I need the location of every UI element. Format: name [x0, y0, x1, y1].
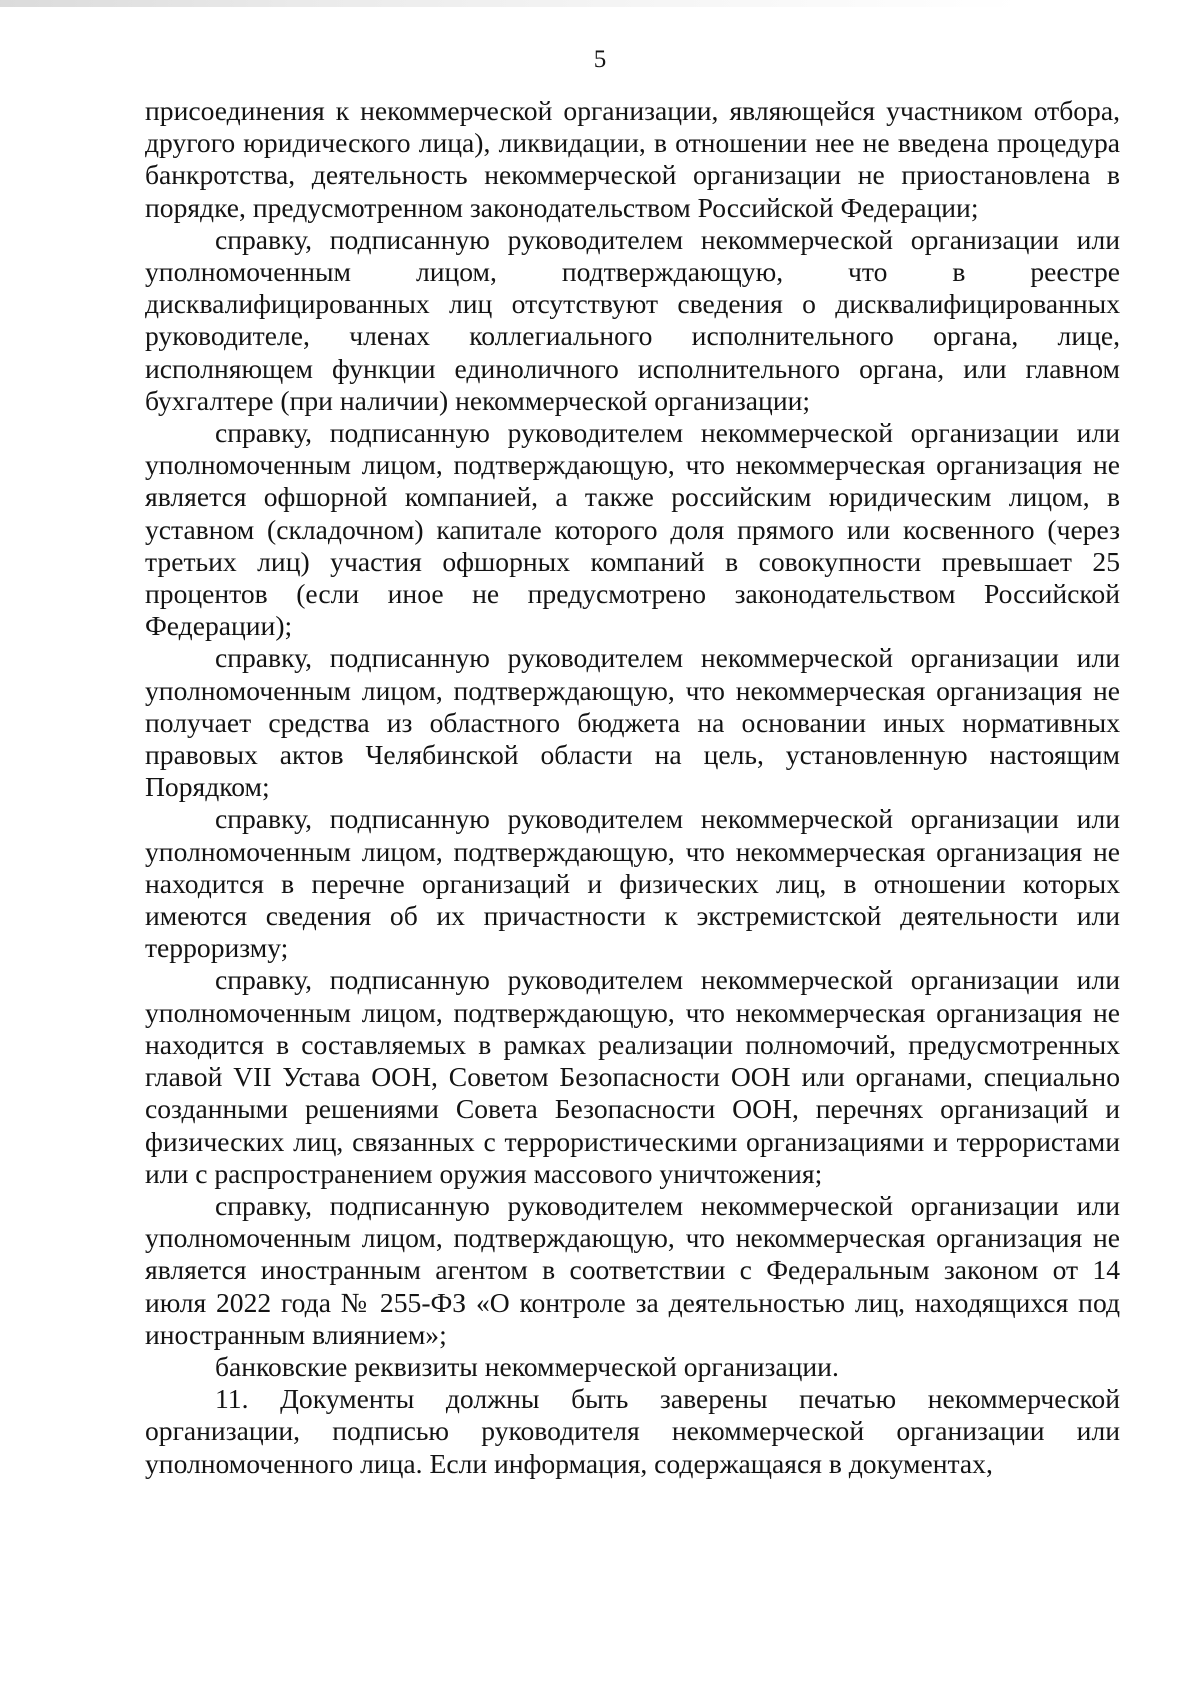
paragraph-foreign-agent: справку, подписанную руководителем некоммерческой организации или уполномоченным лицом, подтверждающую, что некоммерческая организация не является иностранным агентом в соответствии с Федеральным законом от 14 июля 2022 года № 255-ФЗ «О контроле за деятельностью лиц, находящихся под иностранным влиянием»; [145, 1189, 1120, 1350]
paragraph-regional-budget: справку, подписанную руководителем некоммерческой организации или уполномоченным лицом, подтверждающую, что некоммерческая организация не получает средства из областного бюджета на основании иных нормативных правовых актов Челябинской области на цель, установленную настоящим Порядком; [145, 642, 1120, 803]
paragraph-un-lists: справку, подписанную руководителем некоммерческой организации или уполномоченным лицом, подтверждающую, что некоммерческая организация не находится в составляемых в рамках реализации полномочий, предусмотренных главой VII Устава ООН, Советом Безопасности ООН или органами, специально созданными решениями Совета Безопасности ООН, перечнях организаций и физических лиц, связанных с террористическими организациями и террористами или с распространением оружия массового уничтожения; [145, 964, 1120, 1189]
scan-edge [0, 0, 1200, 7]
paragraph-section-11: 11. Документы должны быть заверены печатью некоммерческой организации, подписью руководителя некоммерческой организации или уполномоченного лица. Если информация, содержащаяся в документах, [145, 1383, 1120, 1479]
paragraph-continuation: присоединения к некоммерческой организации, являющейся участником отбора, другого юридического лица), ликвидации, в отношении нее не введена процедура банкротства, деятельность некоммерческой организации не приостановлена в порядке, предусмотренном законодательством Российской Федерации; [145, 95, 1120, 223]
paragraph-disqualified-persons: справку, подписанную руководителем некоммерческой организации или уполномоченным лицом, подтверждающую, что в реестре дисквалифицированных лиц отсутствуют сведения о дисквалифицированных руководителе, членах коллегиального исполнительного органа, лице, исполняющем функции единоличного исполнительного органа, или главном бухгалтере (при наличии) некоммерческой организации; [145, 223, 1120, 416]
paragraph-extremism: справку, подписанную руководителем некоммерческой организации или уполномоченным лицом, подтверждающую, что некоммерческая организация не находится в перечне организаций и физических лиц, в отношении которых имеются сведения об их причастности к экстремистской деятельности или терроризму; [145, 803, 1120, 964]
paragraph-offshore: справку, подписанную руководителем некоммерческой организации или уполномоченным лицом, подтверждающую, что некоммерческая организация не является офшорной компанией, а также российским юридическим лицом, в уставном (складочном) капитале которого доля прямого или косвенного (через третьих лиц) участия офшорных компаний в совокупности превышает 25 процентов (если иное не предусмотрено законодательством Российской Федерации); [145, 417, 1120, 642]
document-body [145, 95, 1120, 1480]
page-number: 5 [593, 46, 607, 73]
paragraph-bank-details: банковские реквизиты некоммерческой организации. [215, 1350, 839, 1382]
